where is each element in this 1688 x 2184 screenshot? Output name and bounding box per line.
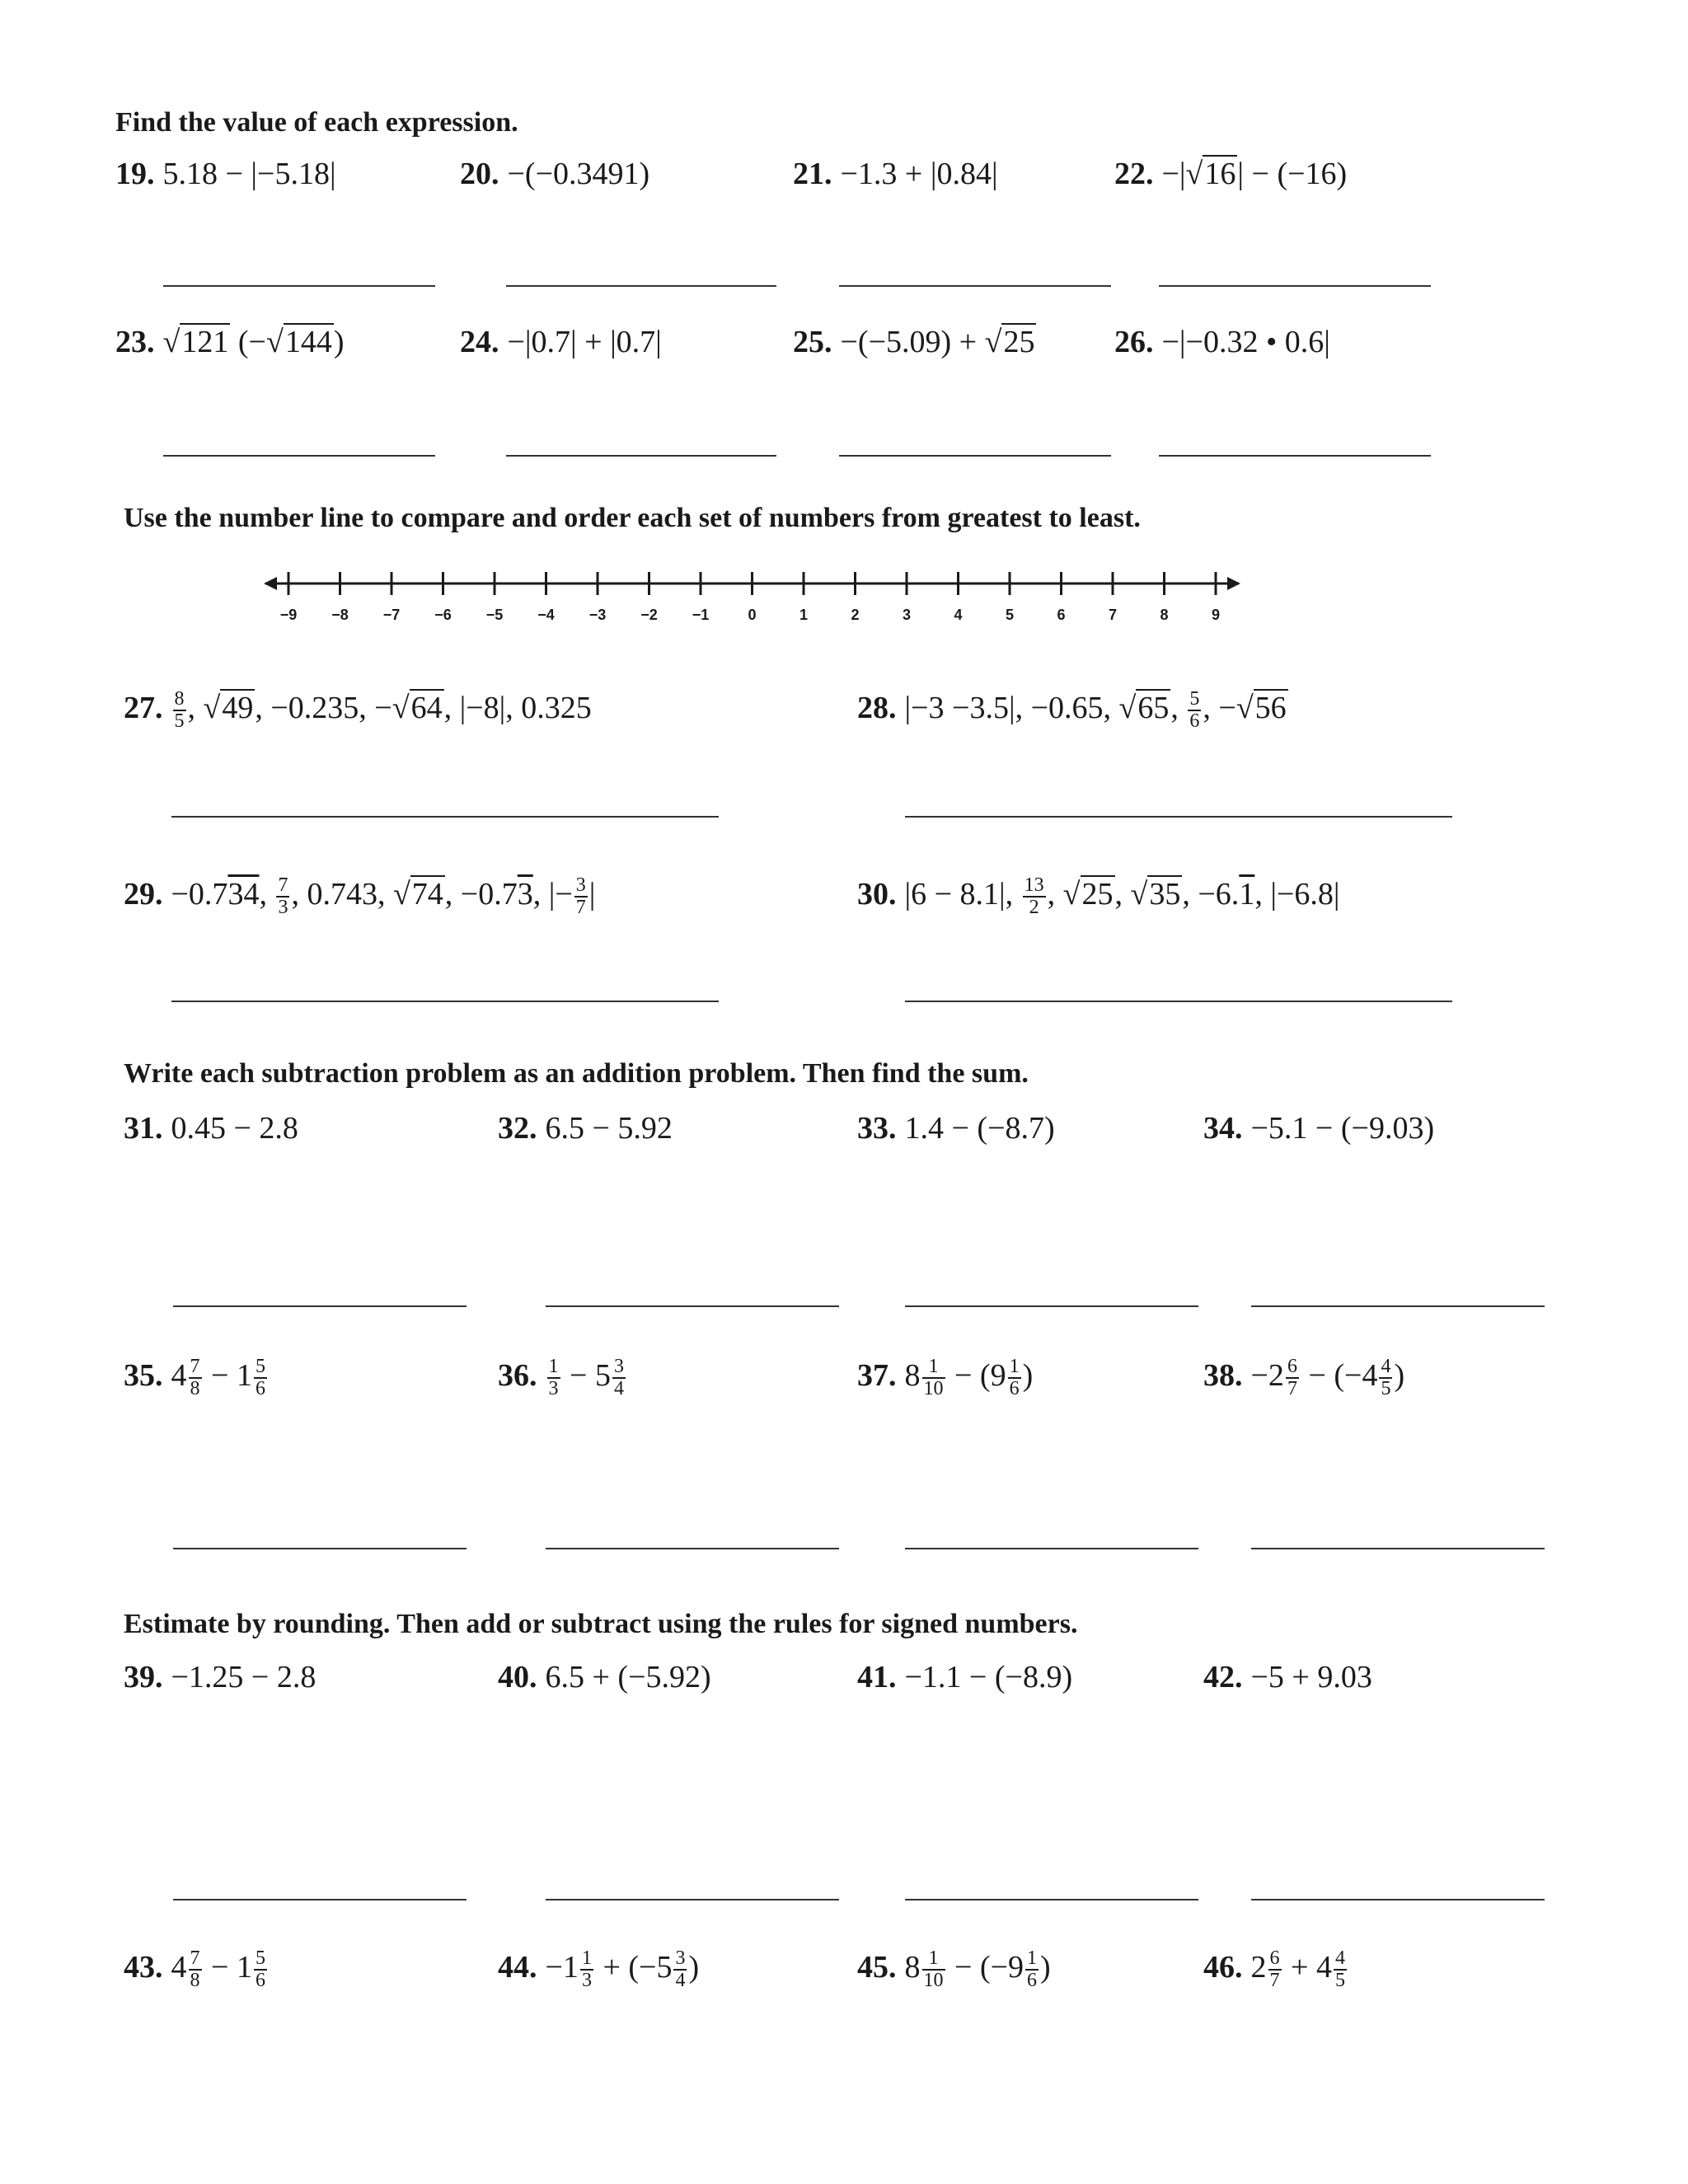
- section-heading-subtraction-addition: Write each subtraction problem as an addition problem. Then find the sum.: [124, 1058, 1029, 1089]
- section-heading-number-line: Use the number line to compare and order each set of numbers from greatest to least.: [124, 503, 1141, 533]
- problem-45: 45. 8 $\frac{1}{10}$ − (−9 $\frac{1}{6}$ ): [857, 1947, 1051, 1992]
- tick-label: −5: [485, 607, 504, 623]
- problem-36: 36. $\frac{1}{3}$ − 5 $\frac{3}{4}$: [498, 1356, 624, 1400]
- problem-30: 30. |6 − 8.1|, $\frac{13}{2}$ , √25, √35, −6.1, |−6.8|: [857, 874, 1340, 919]
- problem-43: 43. 4 $\frac{7}{8}$ − 1 $\frac{5}{6}$: [124, 1947, 265, 1992]
- answer-line-32[interactable]: [546, 1305, 839, 1307]
- tick-label: −9: [279, 607, 298, 623]
- problem-32: 32. 6.5 − 5.92: [498, 1111, 673, 1146]
- problem-28: 28. |−3 −3.5|, −0.65, √65, $\frac{5}{6}$ , −√56: [857, 688, 1287, 733]
- left-arrow-icon: [264, 577, 277, 590]
- answer-line-38[interactable]: [1251, 1548, 1545, 1549]
- tick-label: 8: [1160, 607, 1169, 623]
- answer-line-28[interactable]: [905, 816, 1452, 818]
- number-line: [264, 565, 1269, 631]
- tick-label: 2: [851, 607, 860, 623]
- tick-label: 5: [1005, 607, 1015, 623]
- problem-41: 41. −1.1 − (−8.9): [857, 1660, 1073, 1694]
- answer-line-30[interactable]: [905, 1001, 1452, 1002]
- problem-31: 31. 0.45 − 2.8: [124, 1111, 298, 1146]
- section-heading-estimate: Estimate by rounding. Then add or subtract using the rules for signed numbers.: [124, 1609, 1078, 1639]
- problem-25: 25. −(−5.09) + √25: [793, 325, 1035, 359]
- answer-line-25[interactable]: [839, 455, 1111, 457]
- tick-label: −7: [382, 607, 401, 623]
- problem-46: 46. 2 $\frac{6}{7}$ + 4 $\frac{4}{5}$: [1203, 1947, 1345, 1992]
- answer-line-42[interactable]: [1251, 1899, 1545, 1900]
- answer-line-39[interactable]: [173, 1899, 467, 1900]
- problem-37: 37. 8 $\frac{1}{10}$ − (9 $\frac{1}{6}$ ): [857, 1356, 1034, 1400]
- tick-label: −1: [692, 607, 710, 623]
- problem-24: 24. −|0.7| + |0.7|: [460, 325, 662, 359]
- tick-label: 6: [1057, 607, 1066, 623]
- problem-20: 20. −(−0.3491): [460, 157, 650, 191]
- answer-line-26[interactable]: [1159, 455, 1431, 457]
- answer-line-31[interactable]: [173, 1305, 467, 1307]
- tick-label: 3: [902, 607, 912, 623]
- problem-22: 22. −|√16| − (−16): [1114, 157, 1348, 191]
- answer-line-36[interactable]: [546, 1548, 839, 1549]
- tick-label: −3: [588, 607, 607, 623]
- tick-label: 7: [1108, 607, 1118, 623]
- answer-line-27[interactable]: [171, 816, 719, 818]
- problem-29: 29. −0.734, $\frac{7}{3}$ , 0.743, √74, −0.73, |− $\frac{3}{7}$ |: [124, 874, 596, 919]
- tick-label: 4: [954, 607, 963, 623]
- problem-34: 34. −5.1 − (−9.03): [1203, 1111, 1435, 1146]
- answer-line-21[interactable]: [839, 285, 1111, 287]
- right-arrow-icon: [1227, 577, 1240, 590]
- tick-label: −2: [640, 607, 658, 623]
- problem-26: 26. −|−0.32 • 0.6|: [1114, 325, 1330, 359]
- answer-line-20[interactable]: [506, 285, 776, 287]
- problem-35: 35. 4 $\frac{7}{8}$ − 1 $\frac{5}{6}$: [124, 1356, 265, 1400]
- section-heading-find-value: Find the value of each expression.: [115, 107, 518, 138]
- tick-label: 9: [1211, 607, 1221, 623]
- problem-21: 21. −1.3 + |0.84|: [793, 157, 998, 191]
- tick-label: −6: [434, 607, 452, 623]
- tick-label: −8: [331, 607, 349, 623]
- problem-39: 39. −1.25 − 2.8: [124, 1660, 316, 1694]
- problem-23: 23. √121 (−√144): [115, 325, 345, 359]
- problem-27: 27. $\frac{8}{5}$ , √49, −0.235, −√64, |−8|, 0.325: [124, 688, 592, 733]
- answer-line-35[interactable]: [173, 1548, 467, 1549]
- problem-40: 40. 6.5 + (−5.92): [498, 1660, 711, 1694]
- answer-line-41[interactable]: [905, 1899, 1198, 1900]
- answer-line-23[interactable]: [163, 455, 435, 457]
- problem-42: 42. −5 + 9.03: [1203, 1660, 1372, 1694]
- answer-line-24[interactable]: [506, 455, 776, 457]
- answer-line-40[interactable]: [546, 1899, 839, 1900]
- tick-label: 1: [799, 607, 809, 623]
- answer-line-19[interactable]: [163, 285, 435, 287]
- answer-line-29[interactable]: [171, 1001, 719, 1002]
- answer-line-33[interactable]: [905, 1305, 1198, 1307]
- problem-44: 44. −1 $\frac{1}{3}$ + (−5 $\frac{3}{4}$ ): [498, 1947, 700, 1992]
- answer-line-37[interactable]: [905, 1548, 1198, 1549]
- problem-33: 33. 1.4 − (−8.7): [857, 1111, 1055, 1146]
- answer-line-34[interactable]: [1251, 1305, 1545, 1307]
- problem-38: 38. −2 $\frac{6}{7}$ − (−4 $\frac{4}{5}$ ): [1203, 1356, 1405, 1400]
- answer-line-22[interactable]: [1159, 285, 1431, 287]
- tick-label: −4: [537, 607, 555, 623]
- problem-19: 19. 5.18 − |−5.18|: [115, 157, 336, 191]
- tick-label: 0: [748, 607, 757, 623]
